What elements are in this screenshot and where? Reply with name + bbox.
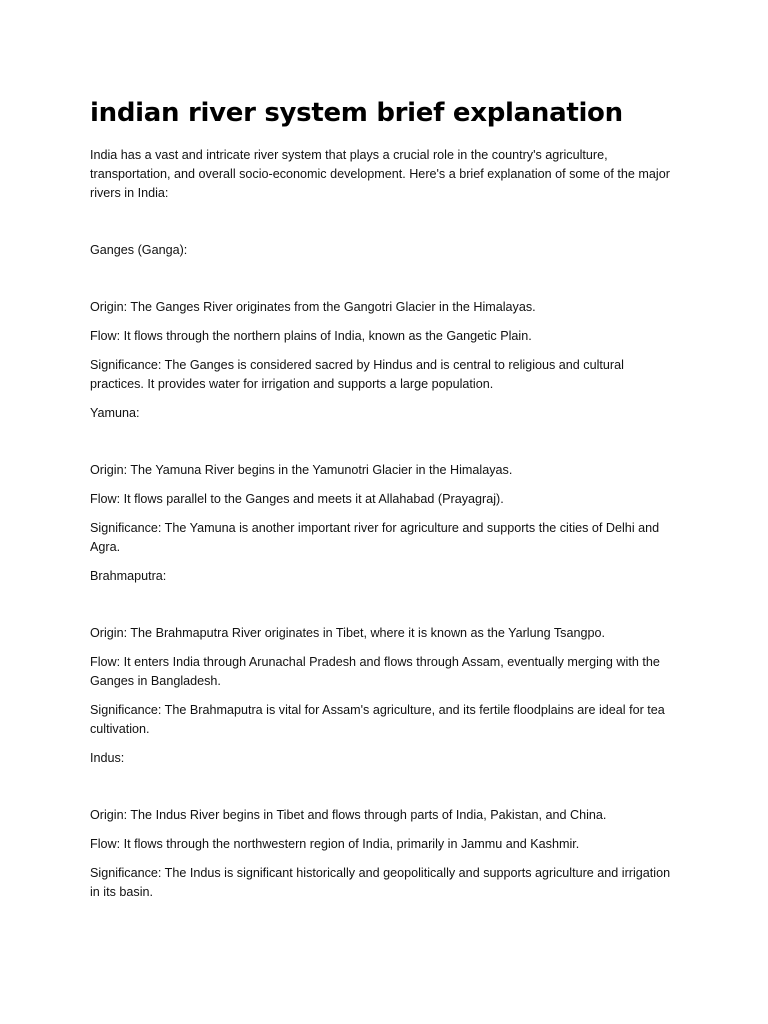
river-flow-indus: Flow: It flows through the northwestern region of India, primarily in Jammu and Kashmir. bbox=[90, 837, 580, 851]
river-origin-brahmaputra: Origin: The Brahmaputra River originates in Tibet, where it is known as the Yarlung Tsangpo. bbox=[90, 626, 605, 640]
river-origin-ganges: Origin: The Ganges River originates from the Gangotri Glacier in the Himalayas. bbox=[90, 300, 536, 314]
river-flow-ganges: Flow: It flows through the northern plains of India, known as the Gangetic Plain. bbox=[90, 329, 532, 343]
river-flow-yamuna: Flow: It flows parallel to the Ganges and meets it at Allahabad (Prayagraj). bbox=[90, 492, 504, 506]
river-significance-indus: Significance: The Indus is significant historically and geopolitically and supports agriculture and irrigation in its basin. bbox=[90, 866, 671, 899]
river-flow-brahmaputra: Flow: It enters India through Arunachal Pradesh and flows through Assam, eventually merging with the Ganges in Bangladesh. bbox=[90, 655, 660, 688]
document-page bbox=[90, 96, 680, 912]
river-significance-brahmaputra: Significance: The Brahmaputra is vital for Assam's agriculture, and its fertile floodplains are ideal for tea cultivation. bbox=[90, 703, 665, 736]
river-significance-yamuna: Significance: The Yamuna is another important river for agriculture and supports the cities of Delhi and Agra. bbox=[90, 521, 660, 554]
river-heading-indus: Indus: bbox=[90, 751, 125, 765]
river-heading-ganges: Ganges (Ganga): bbox=[90, 243, 188, 257]
intro-paragraph: India has a vast and intricate river system that plays a crucial role in the country's agriculture, transportation, and overall socio-economic development. Here's a brief explanation of some of the major rivers in India: bbox=[90, 148, 670, 200]
river-heading-yamuna: Yamuna: bbox=[90, 406, 140, 420]
page-title: indian river system brief explanation bbox=[90, 98, 623, 128]
river-origin-yamuna: Origin: The Yamuna River begins in the Yamunotri Glacier in the Himalayas. bbox=[90, 463, 513, 477]
river-heading-brahmaputra: Brahmaputra: bbox=[90, 569, 167, 583]
river-origin-indus: Origin: The Indus River begins in Tibet and flows through parts of India, Pakistan, and China. bbox=[90, 808, 607, 822]
river-significance-ganges: Significance: The Ganges is considered sacred by Hindus and is central to religious and cultural practices. It provides water for irrigation and supports a large population. bbox=[90, 358, 624, 391]
